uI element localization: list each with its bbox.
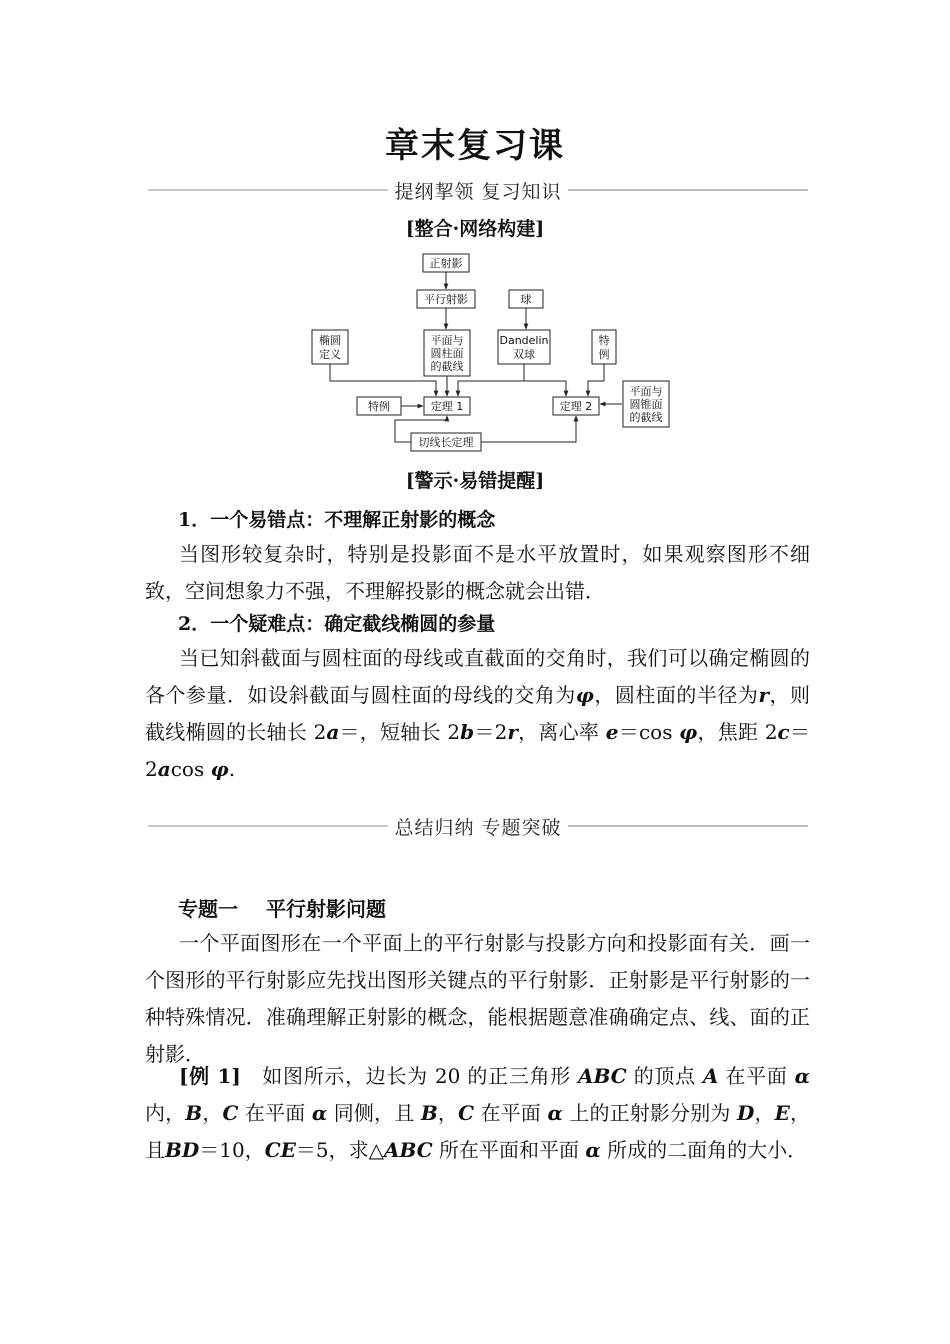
symbol-E: E — [774, 1101, 790, 1125]
item1-body: 当图形较复杂时，特别是投影面不是水平放置时，如果观察图形不细致，空间想象力不强，不理解投影的概念就会出错． — [145, 542, 810, 603]
divider-label: 总结归纳 专题突破 — [394, 816, 562, 839]
topic1-heading — [178, 893, 386, 922]
concept-map-diagram — [0, 248, 950, 458]
text-run: 在平面 — [238, 1101, 312, 1125]
label-dandelin-2: 双球 — [513, 348, 535, 361]
label-cone-3: 的截线 — [629, 411, 663, 424]
text-run: ，焦距 2 — [697, 720, 778, 744]
topic1-title: 平行射影问题 — [266, 897, 386, 921]
symbol-alpha: α — [794, 1064, 811, 1088]
text-run: 所成的二面角的大小． — [600, 1138, 808, 1162]
symbol-phi: φ — [679, 720, 698, 744]
divider-rule-right — [568, 189, 808, 191]
arrow-tangent-to-theorem2 — [481, 416, 576, 442]
text-run: ＝，短轴长 2 — [339, 720, 461, 744]
symbol-CE: CE — [264, 1138, 296, 1162]
symbol-C: C — [458, 1101, 474, 1125]
text-run: cos — [170, 757, 211, 781]
symbol-C: C — [222, 1101, 239, 1125]
symbol-B: B — [185, 1101, 203, 1125]
text-run: 在平面 — [718, 1064, 795, 1088]
text-run: ，离心率 — [517, 720, 606, 744]
label-dandelin-1: Dandelin — [499, 334, 549, 347]
text-run: 所在平面和平面 — [432, 1138, 586, 1162]
divider-rule-right — [568, 825, 808, 827]
text-run: ， — [202, 1101, 223, 1125]
text-run: ， — [437, 1101, 459, 1125]
label-cone-2: 圆锥面 — [629, 398, 663, 411]
arrow-ellipse-to-theorem1 — [330, 364, 436, 396]
label-special-right-1: 特 — [598, 334, 610, 347]
label-cone-1: 平面与 — [629, 385, 663, 398]
text-run: ＝2 — [474, 720, 508, 744]
label-cyl-1: 平面与 — [430, 334, 464, 347]
symbol-alpha: α — [585, 1138, 601, 1162]
label-cyl-2: 圆柱面 — [430, 347, 464, 360]
topic1-label: 专题一 — [178, 897, 238, 921]
label-special-right-2: 例 — [598, 348, 610, 361]
symbol-r: r — [507, 720, 518, 744]
warning-heading: [警示·易错提醒] — [405, 470, 545, 492]
text-run: 上的正射影分别为 — [562, 1101, 737, 1125]
label-sphere: 球 — [520, 293, 532, 306]
item2-title: 2．一个疑难点：确定截线椭圆的参量 — [178, 613, 496, 635]
symbol-c: c — [777, 720, 790, 744]
text-run: 内， — [145, 1101, 186, 1125]
text-run: ＝cos — [618, 720, 680, 744]
arrow-dandelin-to-theorem2 — [524, 381, 566, 396]
label-ellipse-def-2: 定义 — [319, 348, 341, 361]
label-ellipse-def-1: 椭圆 — [319, 334, 341, 347]
label-orthographic: 正射影 — [429, 257, 463, 270]
label-parallel-projection: 平行射影 — [424, 293, 468, 306]
divider-label: 提纲挈领 复习知识 — [394, 180, 562, 203]
symbol-phi: φ — [575, 683, 594, 707]
text-run: 在平面 — [473, 1101, 548, 1125]
example-tag: [例 1] — [179, 1064, 241, 1088]
symbol-phi: φ — [210, 757, 229, 781]
divider-rule-left — [148, 825, 388, 827]
label-tangent-theorem: 切线长定理 — [418, 436, 474, 449]
text-run: . — [228, 757, 236, 781]
network-heading: [整合·网络构建] — [405, 218, 545, 240]
section-divider-summary — [148, 811, 808, 841]
text-run: 同侧，且 — [327, 1101, 421, 1125]
symbol-A: A — [702, 1064, 719, 1088]
topic1-body: 一个平面图形在一个平面上的平行射影与投影方向和投影面有关．画一个图形的平行射影应先找出图形关键点的平行射影．正射影是平行射影的一种特殊情况．准确理解正射影的概念，能根据题意准确确定点、线、面的正射影． — [145, 931, 810, 1066]
divider-rule-left — [148, 189, 388, 191]
example1-body — [145, 1058, 810, 1169]
label-theorem-2: 定理 2 — [559, 400, 593, 413]
label-cyl-3: 的截线 — [430, 360, 464, 373]
symbol-e: e — [605, 720, 619, 744]
text-run: ＝10， — [199, 1138, 265, 1162]
symbol-B: B — [420, 1101, 438, 1125]
text-run: 如图所示，边长为 20 的正三角形 — [240, 1064, 578, 1088]
symbol-a: a — [326, 720, 340, 744]
symbol-b: b — [460, 720, 475, 744]
label-theorem-1: 定理 1 — [430, 400, 464, 413]
symbol-D: D — [737, 1101, 755, 1125]
text-run: ＝5，求△ — [295, 1138, 384, 1162]
text-run: ，则截线椭圆的长轴长 2 — [145, 683, 811, 744]
symbol-ABC: ABC — [383, 1138, 433, 1162]
text-run: ，圆柱面的半径为 — [593, 683, 759, 707]
symbol-r: r — [758, 683, 769, 707]
label-special-left: 特例 — [368, 400, 390, 413]
page-title: 章末复习课 — [385, 126, 565, 166]
symbol-alpha: α — [547, 1101, 563, 1125]
text-run: ＝2 — [145, 720, 810, 781]
text-run: ，且 — [145, 1101, 811, 1162]
arrow-special-to-theorem2 — [588, 364, 604, 396]
symbol-BD: BD — [165, 1138, 200, 1162]
text-run: 的顶点 — [626, 1064, 703, 1088]
symbol-a: a — [157, 757, 171, 781]
item2-body — [145, 640, 810, 788]
symbol-ABC: ABC — [577, 1064, 627, 1088]
text-run: ， — [754, 1101, 775, 1125]
item1-title: 1．一个易错点：不理解正射影的概念 — [178, 509, 496, 531]
symbol-alpha: α — [311, 1101, 328, 1125]
text-run: 当已知斜截面与圆柱面的母线或直截面的交角时，我们可以确定椭圆的各个参量．如设斜截面与圆柱面的母线的交角为 — [145, 646, 810, 707]
section-divider-outline — [148, 175, 808, 205]
